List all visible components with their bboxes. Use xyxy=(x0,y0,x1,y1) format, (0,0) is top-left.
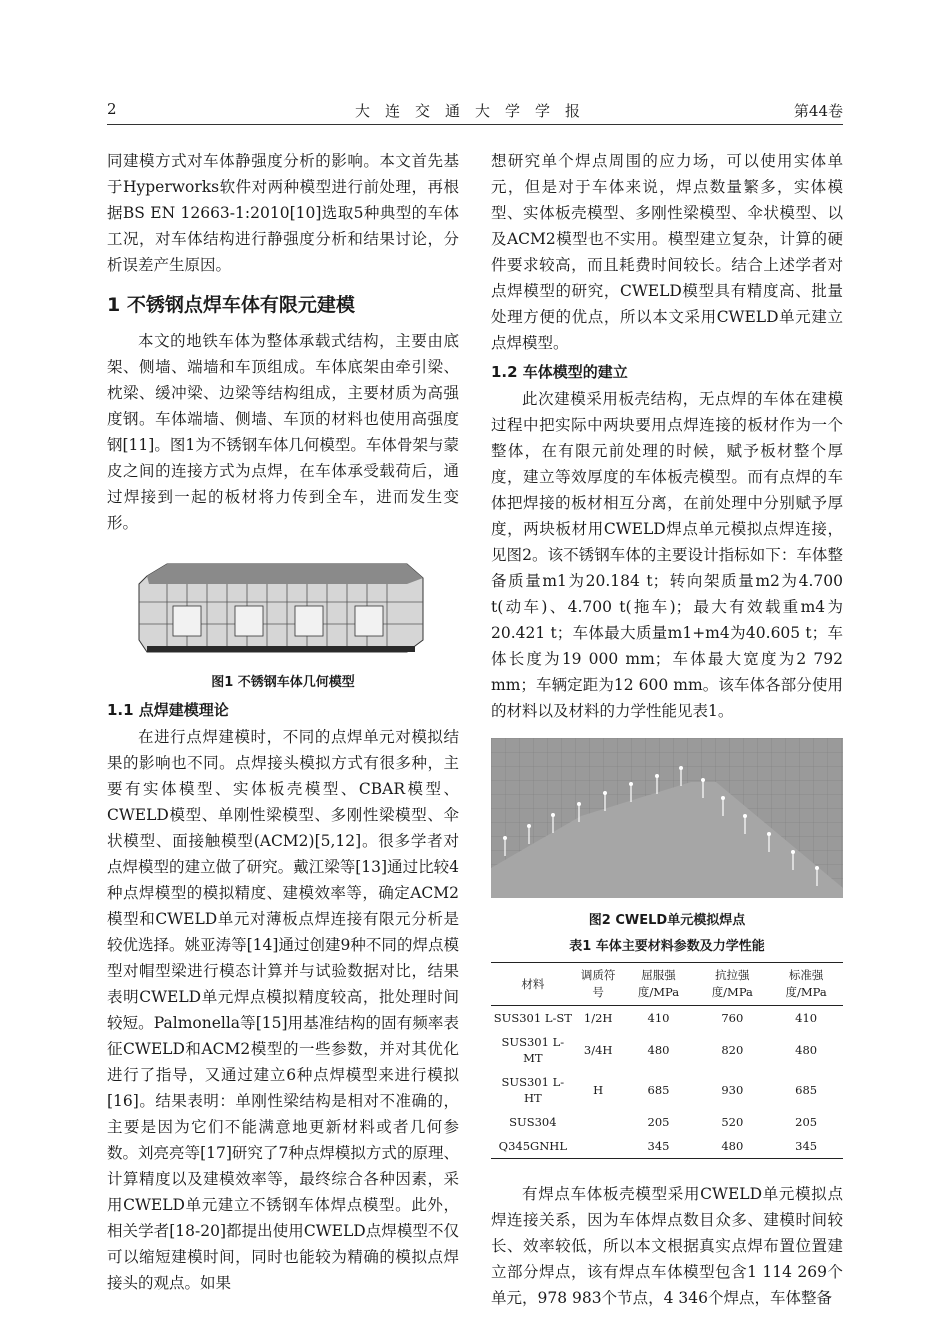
table-header: 调质符号 xyxy=(575,963,622,1006)
table-cell: SUS301 L-HT xyxy=(501,1075,565,1105)
table-cell: H xyxy=(593,1083,604,1097)
table-cell: 480 xyxy=(647,1043,670,1057)
table-cell: 205 xyxy=(647,1115,670,1129)
table-cell: 205 xyxy=(795,1115,818,1129)
table-cell: 930 xyxy=(721,1083,744,1097)
table-cell: 345 xyxy=(622,1134,696,1159)
table-header: 材料 xyxy=(491,963,575,1006)
table-header: 抗拉强度/MPa xyxy=(695,963,769,1006)
page-number: 2 xyxy=(107,100,117,118)
table-row xyxy=(491,1070,843,1110)
table-cell xyxy=(575,1110,622,1134)
figure-2 xyxy=(491,738,843,932)
cweld-spot-weld-image xyxy=(491,738,843,898)
paragraph: 同建模方式对车体静强度分析的影响。本文首先基于Hyperworks软件对两种模型进行前处理，再根据BS EN 12663-1:2010[10]选取5种典型的车体工况，对车体结构进行静强度分析和结果讨论，分析误差产生原因。 xyxy=(107,152,459,274)
page-header xyxy=(107,96,843,126)
table-cell: 410 xyxy=(647,1011,670,1025)
table-cell: 410 xyxy=(795,1011,818,1025)
figure-caption: 图2 CWELD单元模拟焊点 xyxy=(588,913,746,928)
table-row xyxy=(491,1110,843,1134)
paragraph: 本文的地铁车体为整体承载式结构，主要由底架、侧墙、端墙和车顶组成。车体底架由牵引梁、枕梁、缓冲梁、边梁等结构组成，主要材质为高强度钢。车体端墙、侧墙、车顶的材料也使用高强度钢[11]。图1为不锈钢车体几何模型。车体骨架与蒙皮之间的连接方式为点焊，在车体承受载荷后，通过焊接到一起的板材将力传到全车，进而发生变形。 xyxy=(107,332,459,532)
material-table xyxy=(491,962,843,1159)
table-cell: 760 xyxy=(721,1011,744,1025)
table-cell: 1/2H xyxy=(583,1011,613,1025)
table-header-row xyxy=(491,963,843,1006)
table-caption: 表1 车体主要材料参数及力学性能 xyxy=(569,939,765,954)
table-cell: 685 xyxy=(647,1083,670,1097)
paragraph: 想研究单个焊点周围的应力场，可以使用实体单元，但是对于车体来说，焊点数量繁多，实体模型、实体板壳模型、多刚性梁模型、伞状模型、以及ACM2模型也不实用。模型建立复杂，计算的硬件要求较高，而且耗费时间较长。结合上述学者对点焊模型的研究，CWELD模型具有精度高、批量处理方便的优点，所以本文采用CWELD单元建立点焊模型。 xyxy=(491,152,843,352)
table-row xyxy=(491,1134,843,1159)
subsection-title: 1.1 点焊建模理论 xyxy=(107,701,229,719)
paragraph: 此次建模采用板壳结构，无点焊的车体在建模过程中把实际中两块要用点焊连接的板材作为一个整体，在有限元前处理的时候，赋予板材整个厚度，建立等效厚度的车体板壳模型。而有点焊的车体把焊接的板材相互分离，在前处理中分别赋予厚度，两块板材用CWELD焊点单元模拟点焊连接，见图2。该不锈钢车体的主要设计指标如下：车体整备质量m1为20.184 t；转向架质量m2为4.700 t(动车)、4.700 t(拖车)；最大有效载重m4为20.421 t；车体最大质量m1+m4为40.605 t；车体长度为19 000 mm；车体最大宽度为2 792 mm；车辆定距为12 600 mm。该车体各部分使用的材料以及材料的力学性能见表1。 xyxy=(491,390,843,720)
table-cell: SUS301 L-MT xyxy=(501,1035,565,1065)
figure-caption: 图1 不锈钢车体几何模型 xyxy=(211,675,355,690)
table-cell: 345 xyxy=(769,1134,843,1159)
table-cell: 480 xyxy=(795,1043,818,1057)
right-column xyxy=(491,148,843,1311)
table-cell: 3/4H xyxy=(583,1043,613,1057)
table-cell: Q345GNHL xyxy=(491,1134,575,1159)
paragraph: 在进行点焊建模时，不同的点焊单元对模拟结果的影响也不同。点焊接头模拟方式有很多种，主要有实体模型、实体板壳模型、CBAR模型、CWELD模型、单刚性梁模型、多刚性梁模型、伞状模型、面接触模型(ACM2)[5,12]。很多学者对点焊模型的建立做了研究。戴江梁等[13]通过比较4种点焊模型的模拟精度、建模效率等，确定ACM2模型和CWELD单元对薄板点焊连接有限元分析是较优选择。姚亚涛等[14]通过创建9种不同的焊点模型对帽型梁进行模态计算并与试验数据对比，结果表明CWELD单元焊点模拟精度较高，批处理时间较短。Palmonella等[15]用基准结构的固有频率表征CWELD和ACM2模型的一些参数，并对其优化进行了指导，又通过建立6种点焊模型来进行模拟[16]。结果表明：单刚性梁结构是相对不准确的，主要是因为它们不能满意地更新材料或者几何参数。刘亮亮等[17]研究了7种点焊模拟方式的原理、计算精度以及建模效率等，最终综合各种因素，采用CWELD单元建立不锈钢车体焊点模型。此外，相关学者[18-20]都提出使用CWELD点焊模型不仅可以缩短建模时间，同时也能较为精确的模拟点焊接头的观点。如果 xyxy=(107,728,459,1292)
table-header: 屈服强度/MPa xyxy=(622,963,696,1006)
table-cell: 520 xyxy=(721,1115,744,1129)
table-cell: SUS304 xyxy=(509,1115,557,1129)
table-header: 标准强度/MPa xyxy=(769,963,843,1006)
table-cell: 480 xyxy=(695,1134,769,1159)
left-column xyxy=(107,148,459,1296)
section-title: 1 不锈钢点焊车体有限元建模 xyxy=(107,294,355,316)
volume-label: 第44卷 xyxy=(793,102,843,120)
table-row xyxy=(491,1006,843,1031)
table-row xyxy=(491,1030,843,1070)
journal-title: 大连交通大学学报 xyxy=(354,102,595,120)
car-body-model-image xyxy=(107,554,459,664)
table-cell xyxy=(575,1134,622,1159)
subsection-title: 1.2 车体模型的建立 xyxy=(491,363,628,381)
header-rule xyxy=(107,124,843,125)
paragraph: 有焊点车体板壳模型采用CWELD单元模拟点焊连接关系，因为车体焊点数目众多、建模时间较长、效率较低，所以本文根据真实点焊布置位置建立部分焊点，该有焊点车体模型包含1 114 269个单元，978 983个节点，4 346个焊点，车体整备 xyxy=(491,1185,843,1307)
table-cell: 685 xyxy=(795,1083,818,1097)
figure-1 xyxy=(107,554,459,694)
table-cell: 820 xyxy=(721,1043,744,1057)
table-cell: SUS301 L-ST xyxy=(493,1011,572,1025)
